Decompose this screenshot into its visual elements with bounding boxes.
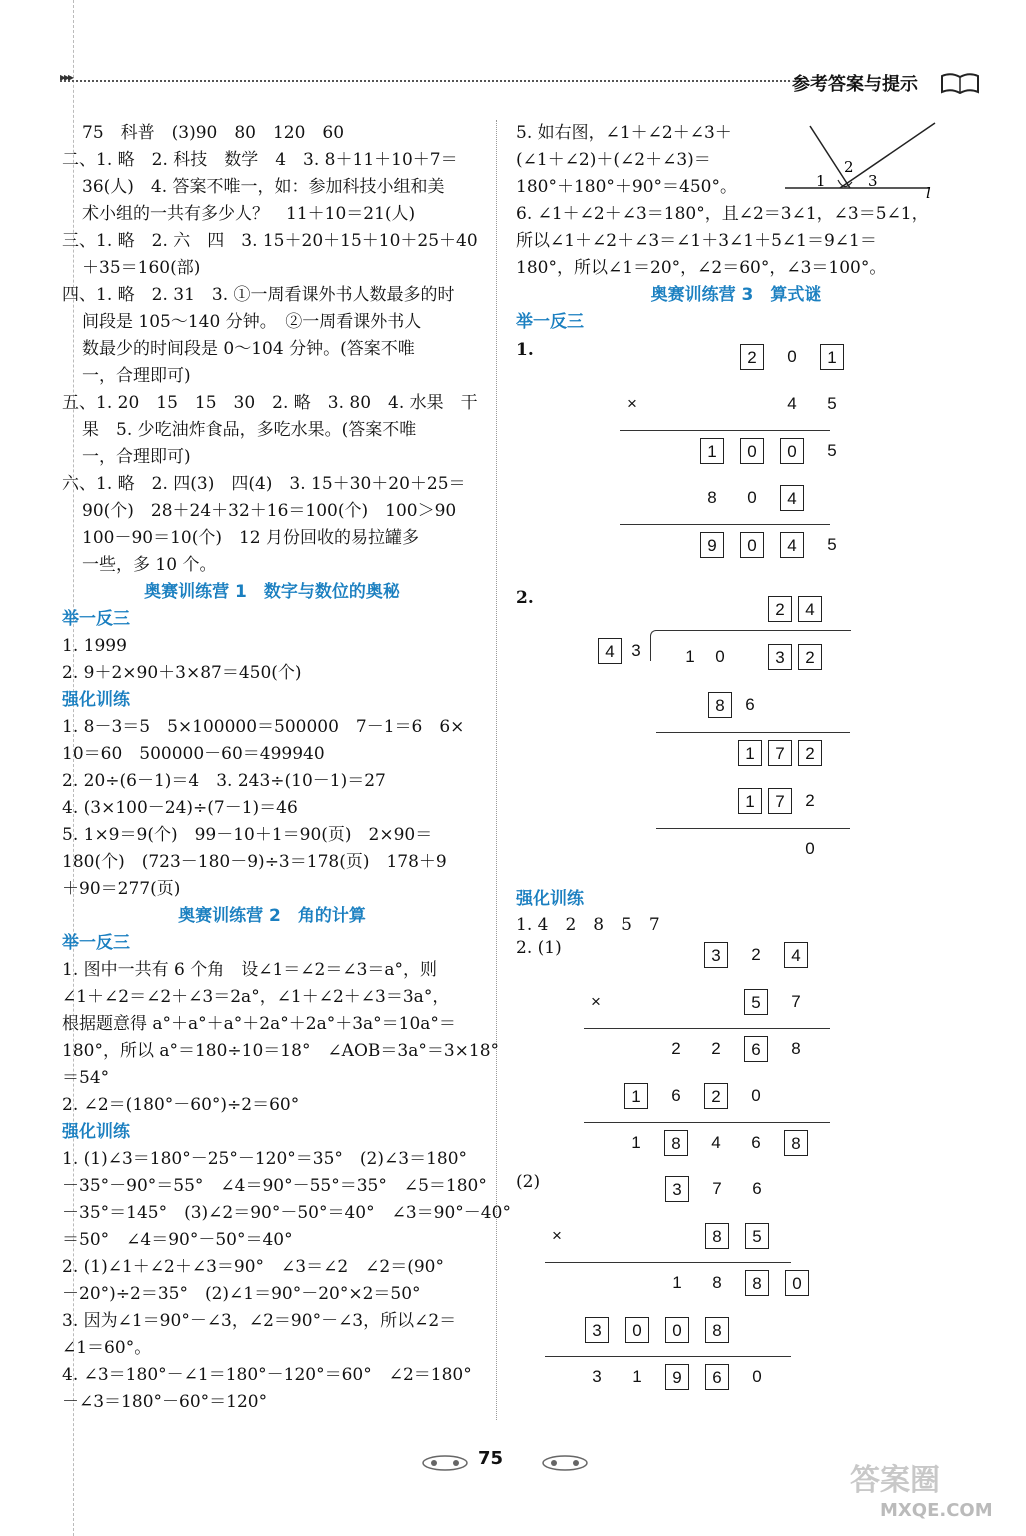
- digit: 6: [671, 1086, 681, 1105]
- right-ornament-icon: [540, 1454, 590, 1472]
- answer-box: 5: [745, 1223, 769, 1249]
- answer-box: 9: [665, 1364, 689, 1390]
- left-line: 根据题意得 a°＋a°＋a°＋2a°＋2a°＋3a°＝10a°＝: [62, 1014, 456, 1034]
- angle-figure: [780, 120, 940, 200]
- left-line: 一，合理即可): [82, 366, 191, 386]
- rule-line: [620, 430, 830, 431]
- left-line: ＝54°: [62, 1068, 110, 1088]
- left-line: 1. 8－3＝5 5×100000＝500000 7－1＝6 6×: [62, 717, 465, 737]
- left-line: 奥赛训练营 1 数字与数位的奥秘: [144, 582, 400, 602]
- left-line: 三、1. 略 2. 六 四 3. 15＋20＋15＋10＋25＋40: [62, 231, 478, 251]
- left-line: 二、1. 略 2. 科技 数学 4 3. 8＋11＋10＋7＝: [62, 150, 458, 170]
- answer-box: 1: [624, 1083, 648, 1109]
- right-line: 6. ∠1＋∠2＋∠3＝180°，且∠2＝3∠1，∠3＝5∠1，: [516, 204, 929, 224]
- watermark-logo: 答案圈: [850, 1463, 940, 1498]
- rule-line: [584, 1028, 830, 1029]
- answer-box: 8: [705, 1317, 729, 1343]
- rule-line: [656, 828, 850, 829]
- qh-answer-1: 1. 4 2 8 5 7: [516, 915, 660, 935]
- answer-box: 2: [704, 1083, 728, 1109]
- answer-box: 6: [744, 1036, 768, 1062]
- answer-box: 8: [745, 1270, 769, 1296]
- left-line: 强化训练: [62, 1122, 130, 1142]
- multiplication-puzzle-1: [620, 344, 837, 555]
- column-divider: [496, 120, 497, 1420]
- answer-box: 0: [740, 438, 764, 464]
- left-line: 奥赛训练营 2 角的计算: [178, 906, 366, 926]
- digit: 1: [631, 1133, 641, 1152]
- digit: 3: [631, 641, 641, 660]
- answer-box: 4: [784, 942, 808, 968]
- answer-box: 1: [738, 740, 762, 766]
- qh-answer-2-1-label: 2. (1): [516, 938, 562, 958]
- answer-box: 8: [664, 1130, 688, 1156]
- left-line: 强化训练: [62, 690, 130, 710]
- page-header: [60, 70, 990, 100]
- answer-box: 3: [704, 942, 728, 968]
- digit: 0: [787, 347, 797, 366]
- division-puzzle-2: [598, 596, 850, 866]
- digit: ×: [552, 1226, 562, 1245]
- digit: 6: [751, 1133, 761, 1152]
- left-line: 2. (1)∠1＋∠2＋∠3＝90° ∠3＝∠2 ∠2＝(90°: [62, 1257, 444, 1277]
- angle-3-label: 3: [868, 172, 878, 190]
- answer-box: 9: [700, 532, 724, 558]
- digit: 4: [787, 394, 797, 413]
- item-1-label: 1.: [516, 340, 534, 360]
- answer-box: 8: [708, 692, 732, 718]
- answer-box: 6: [705, 1364, 729, 1390]
- digit: 5: [827, 394, 837, 413]
- answer-box: 3: [768, 644, 792, 670]
- qh-answer-2-2-label: (2): [516, 1172, 541, 1192]
- line-l-label: l: [926, 184, 931, 200]
- left-line: 180(个) (723－180－9)÷3＝178(页) 178＋9: [62, 852, 447, 872]
- rule-line: [620, 524, 830, 525]
- left-line: 一些，多 10 个。: [82, 555, 217, 575]
- item-2-label: 2.: [516, 588, 534, 608]
- left-line: 2. ∠2＝(180°－60°)÷2＝60°: [62, 1095, 300, 1115]
- answer-box: 7: [768, 788, 792, 814]
- angle-2-label: 2: [844, 158, 854, 176]
- answer-box: 7: [768, 740, 792, 766]
- left-line: ＝50° ∠4＝90°－50°＝40°: [62, 1230, 293, 1250]
- left-line: 六、1. 略 2. 四(3) 四(4) 3. 15＋30＋20＋25＝: [62, 474, 466, 494]
- answer-box: 4: [798, 596, 822, 622]
- left-line: 一，合理即可): [82, 447, 191, 467]
- left-line: 36(人) 4. 答案不唯一，如：参加科技小组和美: [82, 177, 445, 197]
- digit: ×: [591, 992, 601, 1011]
- digit: 7: [712, 1179, 722, 1198]
- left-line: 举一反三: [62, 609, 130, 629]
- left-line: 3. 因为∠1＝90°－∠3，∠2＝90°－∠3，所以∠2＝: [62, 1311, 457, 1331]
- left-ornament-icon: [420, 1454, 470, 1472]
- left-line: 2. 9＋2×90＋3×87＝450(个): [62, 663, 302, 683]
- answer-box: 8: [705, 1223, 729, 1249]
- left-line: 果 5. 少吃油炸食品，多吃水果。(答案不唯: [82, 420, 417, 440]
- digit: 2: [751, 945, 761, 964]
- right-line: 所以∠1＋∠2＋∠3＝∠1＋3∠1＋5∠1＝9∠1＝: [516, 231, 877, 251]
- right-line: 5. 如右图，∠1＋∠2＋∠3＋: [516, 123, 732, 143]
- digit: 6: [752, 1179, 762, 1198]
- page-number: 75: [478, 1448, 504, 1469]
- answer-box: 2: [798, 740, 822, 766]
- digit: 0: [747, 488, 757, 507]
- answer-box: 2: [740, 344, 764, 370]
- digit: 2: [711, 1039, 721, 1058]
- digit: 6: [745, 695, 755, 714]
- answer-box: 2: [798, 644, 822, 670]
- answer-box: 0: [740, 532, 764, 558]
- header-arrows: ▸▸▸: [60, 70, 73, 84]
- digit: 0: [751, 1086, 761, 1105]
- left-line: 100－90＝10(个) 12 月份回收的易拉罐多: [82, 528, 420, 548]
- rule-line: [545, 1262, 791, 1263]
- angle-1-label: 1: [816, 172, 826, 190]
- right-line: 举一反三: [516, 312, 584, 332]
- digit: 5: [827, 535, 837, 554]
- answer-box: 4: [780, 532, 804, 558]
- multiplication-puzzle-4: [545, 1176, 802, 1396]
- answer-box: 8: [784, 1130, 808, 1156]
- digit: 3: [592, 1367, 602, 1386]
- answer-box: 3: [665, 1176, 689, 1202]
- answer-box: 4: [780, 485, 804, 511]
- multiplication-puzzle-3: [584, 942, 830, 1162]
- digit: 2: [805, 791, 815, 810]
- left-line: 五、1. 20 15 15 30 2. 略 3. 80 4. 水果 干: [62, 393, 478, 413]
- rule-line: [584, 1122, 830, 1123]
- answer-box: 0: [665, 1317, 689, 1343]
- digit: 4: [711, 1133, 721, 1152]
- left-line: 4. ∠3＝180°－∠1＝180°－120°＝60° ∠2＝180°: [62, 1365, 472, 1385]
- right-line: 奥赛训练营 3 算式谜: [650, 285, 822, 305]
- digit: 0: [805, 839, 815, 858]
- page-footer: [420, 1448, 600, 1478]
- digit: 0: [752, 1367, 762, 1386]
- digit: 0: [715, 647, 725, 666]
- digit: 2: [671, 1039, 681, 1058]
- answer-box: 4: [598, 638, 622, 664]
- left-line: 四、1. 略 2. 31 3. ①一周看课外书人数最多的时: [62, 285, 455, 305]
- left-line: 5. 1×9＝9(个) 99－10＋1＝90(页) 2×90＝: [62, 825, 433, 845]
- left-line: 术小组的一共有多少人？ 11＋10＝21(人): [82, 204, 416, 224]
- left-line: 75 科普 (3)90 80 120 60: [82, 123, 345, 143]
- rule-line: [656, 732, 850, 733]
- rule-line: [545, 1356, 791, 1357]
- left-line: 间段是 105～140 分钟。 ②一周看课外书人: [82, 312, 422, 332]
- left-line: 1. (1)∠3＝180°－25°－120°＝35° (2)∠3＝180°: [62, 1149, 468, 1169]
- left-line: ＋90＝277(页): [62, 879, 181, 899]
- header-title: 参考答案与提示: [792, 74, 918, 95]
- digit: 7: [791, 992, 801, 1011]
- left-line: 10＝60 500000－60＝499940: [62, 744, 325, 764]
- left-line: －20°)÷2＝35° (2)∠1＝90°－20°×2＝50°: [62, 1284, 421, 1304]
- left-line: ∠1＋∠2＝∠2＋∠3＝2a°，∠1＋∠2＋∠3＝3a°，: [62, 987, 450, 1007]
- digit: 8: [707, 488, 717, 507]
- book-icon: [940, 72, 980, 94]
- digit: 1: [672, 1273, 682, 1292]
- right-line: 180°＋180°＋90°＝450°。: [516, 177, 737, 197]
- answer-box: 2: [768, 596, 792, 622]
- left-line: 180°，所以 a°＝180÷10＝18° ∠AOB＝3a°＝3×18°: [62, 1041, 500, 1061]
- answer-box: 3: [585, 1317, 609, 1343]
- watermark-url: MXQE.COM: [880, 1500, 993, 1521]
- answer-box: 1: [738, 788, 762, 814]
- left-column: [62, 120, 511, 1416]
- left-line: ∠1＝60°。: [62, 1338, 152, 1358]
- left-line: 4. (3×100－24)÷(7－1)＝46: [62, 798, 298, 818]
- answer-box: 1: [820, 344, 844, 370]
- header-dotted-rule: [60, 80, 790, 82]
- answer-box: 0: [780, 438, 804, 464]
- right-line: 180°，所以∠1＝20°，∠2＝60°，∠3＝100°。: [516, 258, 887, 278]
- answer-box: 1: [700, 438, 724, 464]
- answer-box: 0: [785, 1270, 809, 1296]
- left-line: －∠3＝180°－60°＝120°: [62, 1392, 268, 1412]
- left-line: －35°＝145° (3)∠2＝90°－50°＝40° ∠3＝90°－40°: [62, 1203, 511, 1223]
- digit: 5: [827, 441, 837, 460]
- section-qh: 强化训练: [516, 889, 584, 909]
- answer-box: 0: [625, 1317, 649, 1343]
- answer-box: 5: [744, 989, 768, 1015]
- right-line: (∠1＋∠2)＋(∠2＋∠3)＝: [516, 150, 711, 170]
- digit: 1: [685, 647, 695, 666]
- digit: ×: [627, 394, 637, 413]
- left-line: 2. 20÷(6－1)＝4 3. 243÷(10－1)＝27: [62, 771, 386, 791]
- left-line: 举一反三: [62, 933, 130, 953]
- left-line: 1. 1999: [62, 636, 127, 656]
- digit: 8: [791, 1039, 801, 1058]
- left-line: 1. 图中一共有 6 个角 设∠1＝∠2＝∠3＝a°，则: [62, 960, 438, 980]
- digit: 8: [712, 1273, 722, 1292]
- left-line: 90(个) 28＋24＋32＋16＝100(个) 100＞90: [82, 501, 457, 521]
- digit: 1: [632, 1367, 642, 1386]
- left-line: ＋35＝160(部): [82, 258, 201, 278]
- left-line: －35°－90°＝55° ∠4＝90°－55°＝35° ∠5＝180°: [62, 1176, 487, 1196]
- left-line: 数最少的时间段是 0～104 分钟。(答案不唯: [82, 339, 415, 359]
